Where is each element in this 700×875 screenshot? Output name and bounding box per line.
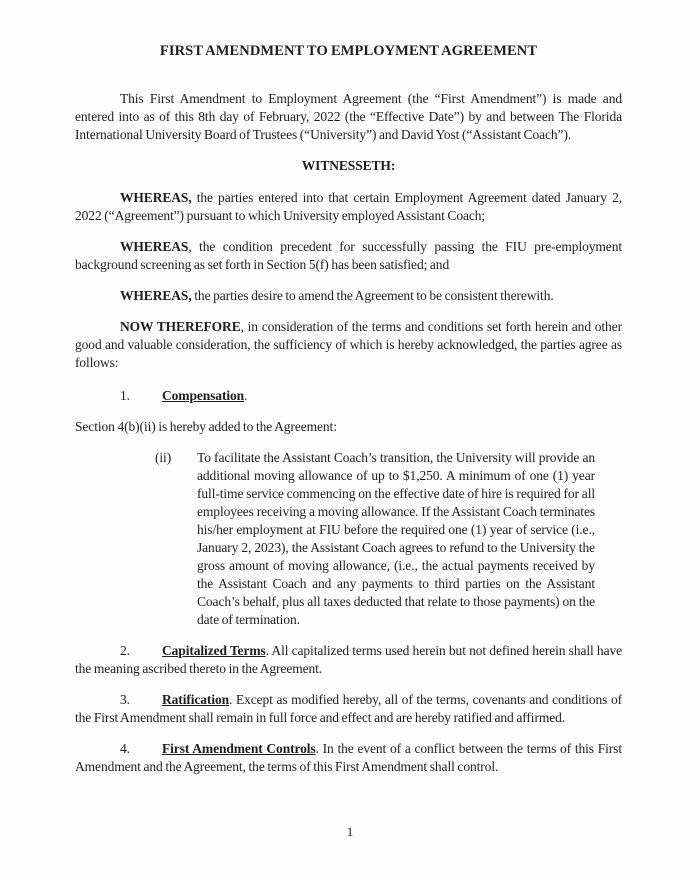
section-text: . In the event of a conflict between the terms of this First Amendment and the Agreement, the terms of this First Amendment shall control. (75, 741, 622, 774)
section-heading: Capitalized Terms (162, 643, 266, 658)
now-therefore-lead: NOW THEREFORE (120, 319, 241, 334)
intro-paragraph (75, 90, 622, 144)
whereas-text: the parties desire to amend the Agreement to be consistent therewith. (191, 288, 554, 303)
section-number: 1. (120, 388, 130, 403)
whereas-lead: WHEREAS (120, 239, 189, 254)
whereas-paragraph-1 (75, 189, 622, 225)
amendment-intro-text: Section 4(b)(ii) is hereby added to the Agreement: (75, 419, 337, 434)
section-number: 2. (120, 643, 130, 658)
whereas-text: , the condition precedent for successfully passing the FIU pre-employment background screening as set forth in Section 5(f) has been satisfied; and (75, 239, 622, 272)
amendment-intro-paragraph (75, 418, 622, 436)
subsection-label: (ii) (155, 450, 172, 465)
document-title: FIRST AMENDMENT TO EMPLOYMENT AGREEMENT (159, 43, 538, 59)
subsection-text: To facilitate the Assistant Coach’s transition, the University will provide an additional moving allowance of up to $1,250. A minimum of one (1) year full-time service commencing on the effective date of hire is required for all employees receiving a moving allowance. If the Assistant Coach terminates his/her employment at FIU before the required one (1) year of service (i.e., January 2, 2023), the Assistant Coach agrees to refund to the University the gross amount of moving allowance, (i.e., the actual payments received by the Assistant Coach and any payments to third parties on the Assistant Coach’s behalf, plus all taxes deducted that relate to those payments) on the date of termination. (197, 450, 595, 627)
section-number: 3. (120, 692, 130, 707)
section-paragraph-compensation (75, 387, 622, 405)
section-heading: Ratification (162, 692, 230, 707)
subsection-ii-block (155, 449, 595, 629)
witnesseth-heading: WITNESSETH: (301, 158, 396, 173)
section-number: 4. (120, 741, 130, 756)
section-text: . All capitalized terms used herein but not defined herein shall have the meaning ascribed thereto in the Agreement. (75, 643, 623, 676)
section-text: . Except as modified hereby, all of the terms, covenants and conditions of the First Amendment shall remain in full force and effect and are hereby ratified and affirmed. (75, 692, 622, 725)
section-heading: Compensation (162, 388, 245, 403)
section-paragraph-capitalized-terms (75, 642, 622, 678)
section-text: . (244, 388, 248, 403)
page-number: 1 (346, 824, 354, 839)
section-paragraph-ratification (75, 691, 622, 727)
now-therefore-text: , in consideration of the terms and conditions set forth herein and other good and valuable consideration, the sufficiency of which is hereby acknowledged, the parties agree as follows: (75, 319, 622, 370)
now-therefore-paragraph (75, 318, 622, 372)
intro-text: This First Amendment to Employment Agreement (the “First Amendment”) is made and entered into as of this 8th day of February, 2022 (the “Effective Date”) by and between The Florida International University Board of Trustees (“University”) and David Yost (“Assistant Coach”). (75, 91, 622, 142)
whereas-lead: WHEREAS, (120, 190, 192, 205)
whereas-paragraph-3 (75, 287, 622, 305)
whereas-paragraph-2 (75, 238, 622, 274)
whereas-text: the parties entered into that certain Employment Agreement dated January 2, 2022 (“Agreement”) pursuant to which University employed Assistant Coach; (75, 190, 622, 223)
whereas-lead: WHEREAS, (120, 288, 192, 303)
section-heading: First Amendment Controls (162, 741, 316, 756)
section-paragraph-first-amendment-controls (75, 740, 622, 776)
